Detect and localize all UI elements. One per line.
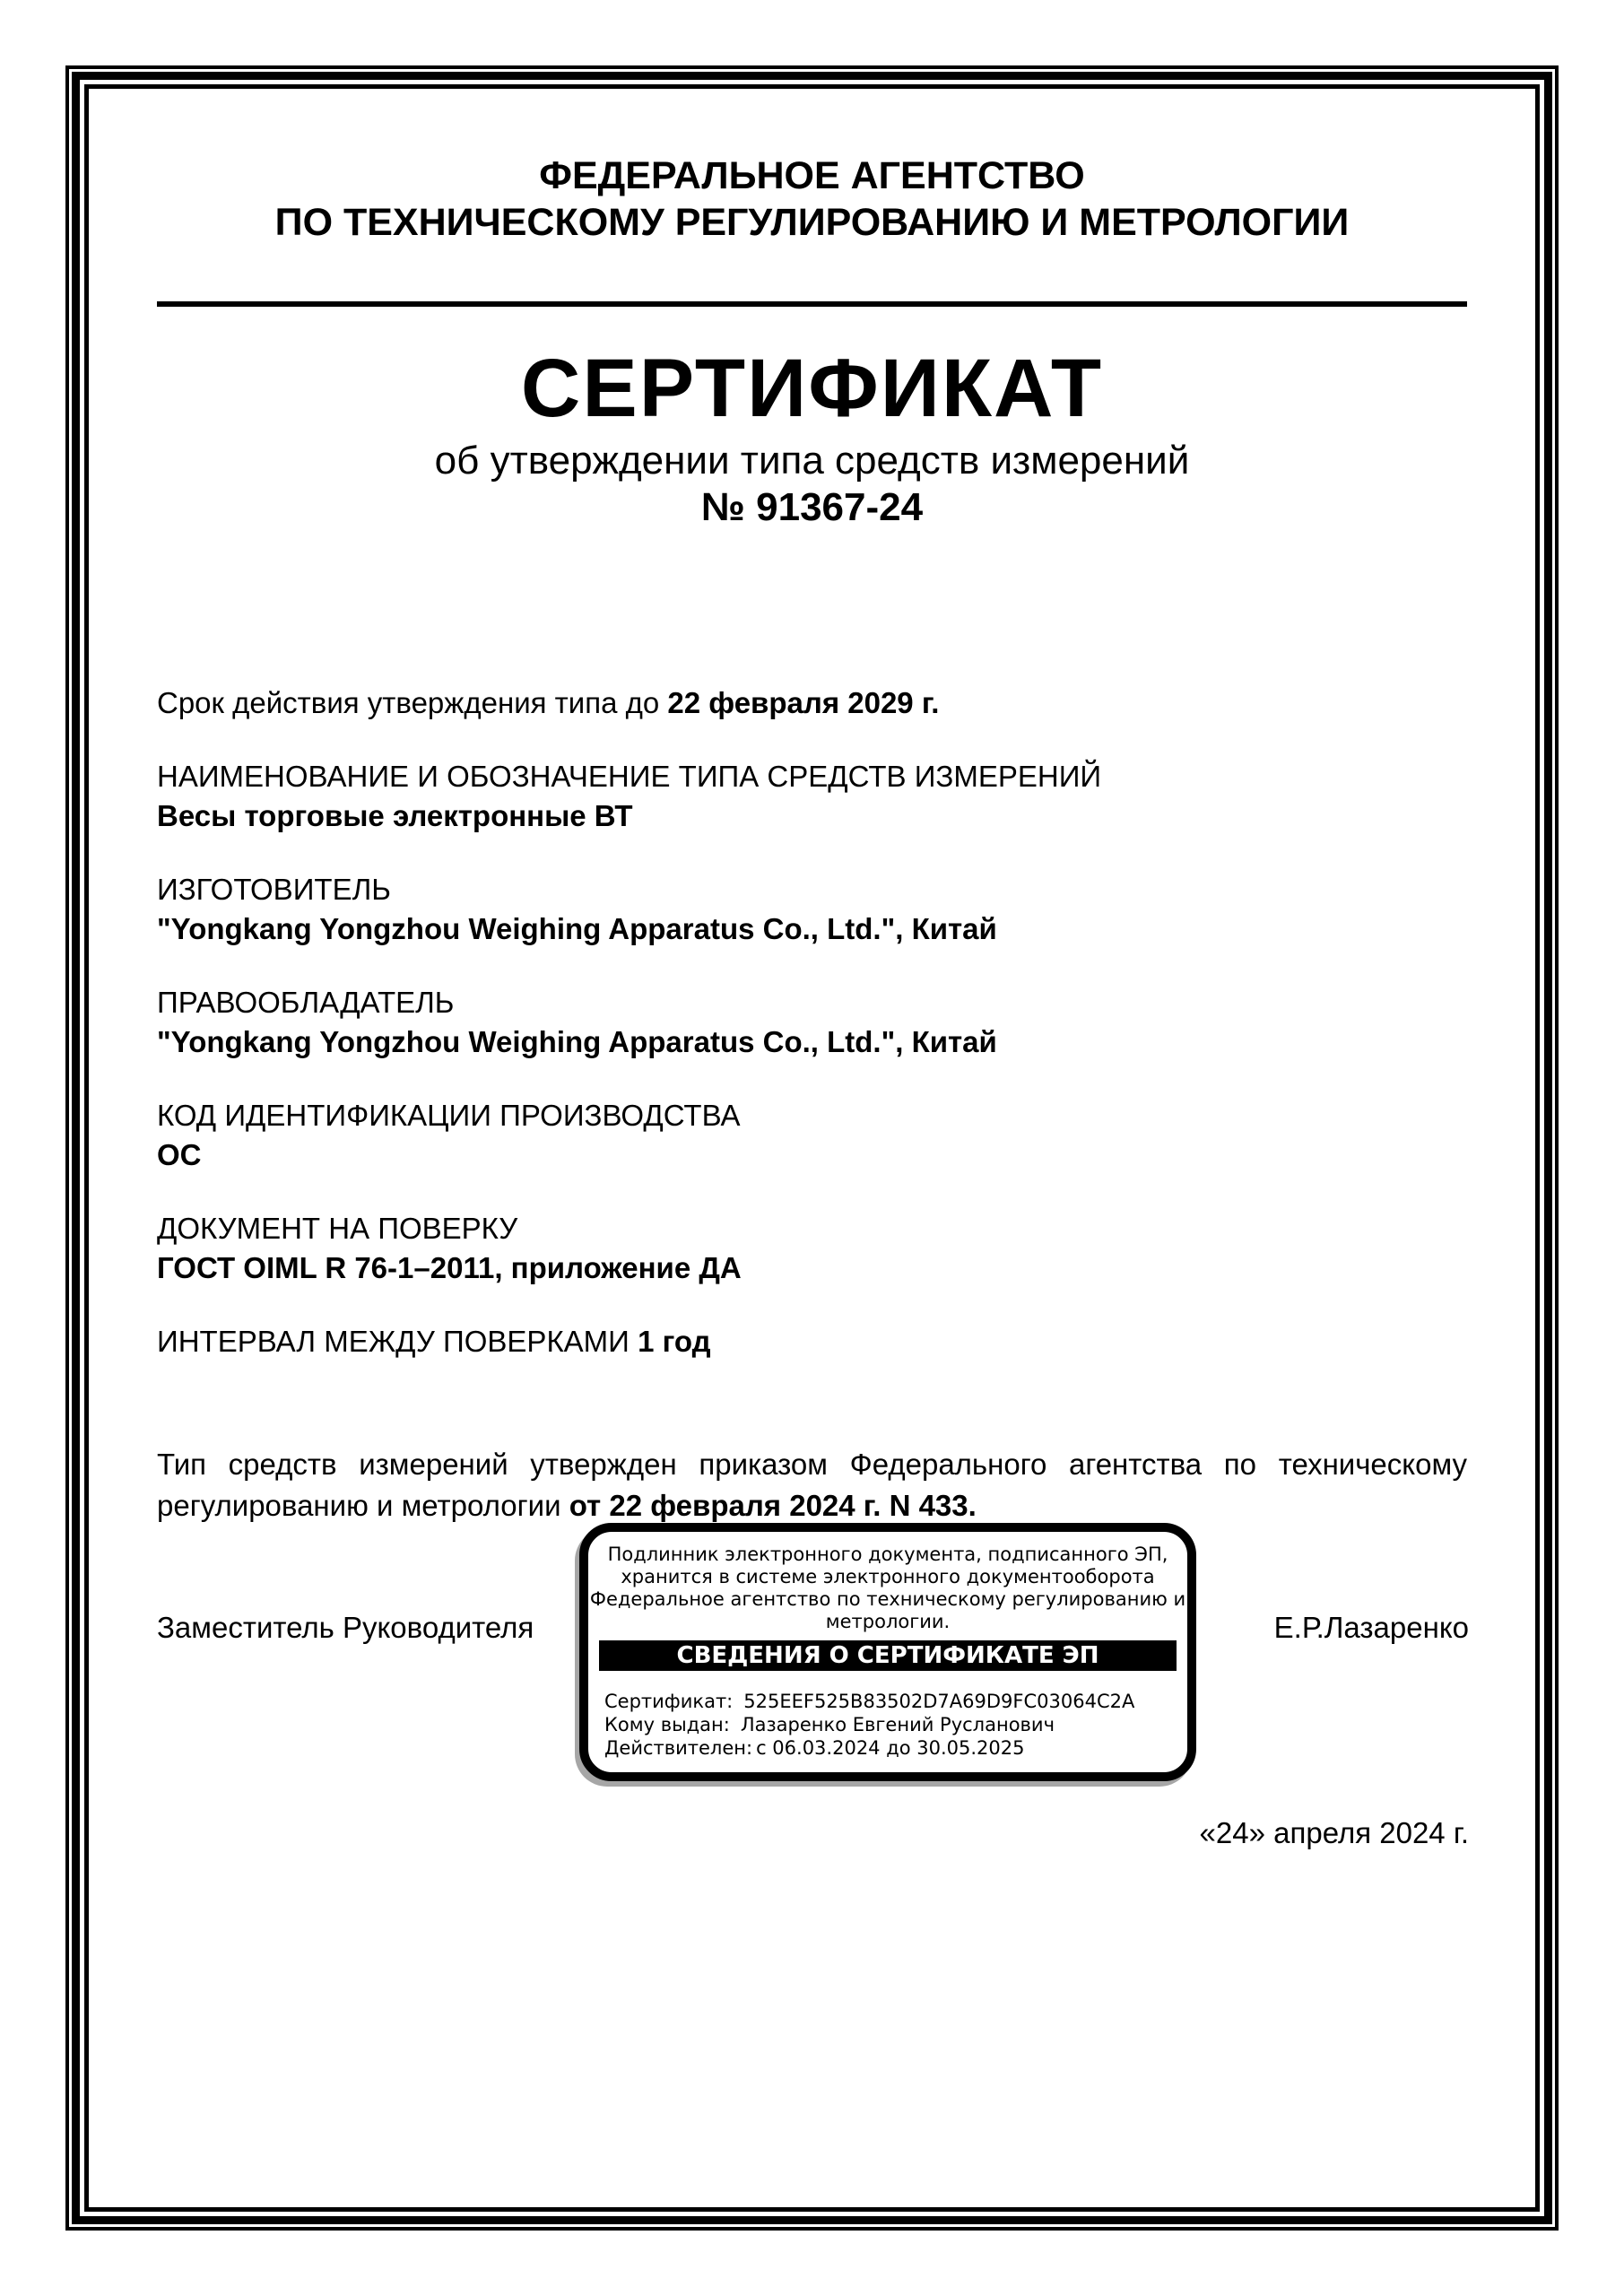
title-block bbox=[157, 343, 1467, 531]
field-verification-interval-label: ИНТЕРВАЛ МЕЖДУ ПОВЕРКАМИ bbox=[157, 1325, 630, 1358]
field-validity-value: 22 февраля 2029 г. bbox=[667, 686, 940, 719]
stamp-issued-to-label: Кому выдан: bbox=[604, 1714, 730, 1735]
fields-list bbox=[157, 683, 1467, 1361]
field-validity-label: Срок действия утверждения типа до bbox=[157, 686, 660, 719]
stamp-valid-row bbox=[604, 1736, 1175, 1760]
stamp-description-line3: Федеральное агентство по техническому регулированию и bbox=[589, 1588, 1186, 1610]
stamp-description-line2: хранится в системе электронного документооборота bbox=[621, 1566, 1155, 1587]
agency-name-line1: ФЕДЕРАЛЬНОЕ АГЕНТСТВО bbox=[539, 154, 1085, 197]
document-content bbox=[89, 89, 1535, 2207]
approval-paragraph-order: от 22 февраля 2024 г. N 433. bbox=[569, 1489, 977, 1522]
field-rightsholder-value: "Yongkang Yongzhou Weighing Apparatus Co., Ltd.", Китай bbox=[157, 1025, 997, 1058]
field-verification-document-label: ДОКУМЕНТ НА ПОВЕРКУ bbox=[157, 1212, 518, 1245]
field-manufacturer bbox=[157, 870, 1467, 949]
agency-name-line2: ПО ТЕХНИЧЕСКОМУ РЕГУЛИРОВАНИЮ И МЕТРОЛОГИИ bbox=[274, 201, 1350, 244]
approval-paragraph bbox=[157, 1444, 1467, 1526]
signatory-position: Заместитель Руководителя bbox=[157, 1611, 534, 1644]
certificate-subtitle: об утверждении типа средств измерений bbox=[434, 439, 1190, 483]
signature-date: «24» апреля 2024 г. bbox=[1199, 1816, 1469, 1849]
field-production-code-value: ОС bbox=[157, 1138, 202, 1171]
field-verification-interval-value: 1 год bbox=[638, 1325, 711, 1358]
field-verification-document-value: ГОСТ OIML R 76-1–2011, приложение ДА bbox=[157, 1251, 742, 1284]
stamp-certificate-value: 525EEF525B83502D7A69D9FC03064C2A bbox=[743, 1691, 1135, 1712]
stamp-banner: СВЕДЕНИЯ О СЕРТИФИКАТЕ ЭП bbox=[599, 1640, 1177, 1671]
header-rule bbox=[157, 301, 1467, 307]
field-rightsholder-label: ПРАВООБЛАДАТЕЛЬ bbox=[157, 986, 455, 1019]
stamp-valid-label: Действителен: bbox=[604, 1737, 753, 1759]
field-rightsholder bbox=[157, 983, 1467, 1062]
stamp-description-line4: метрологии. bbox=[825, 1611, 951, 1632]
field-verification-interval bbox=[157, 1322, 1467, 1361]
field-manufacturer-value: "Yongkang Yongzhou Weighing Apparatus Co., Ltd.", Китай bbox=[157, 912, 997, 945]
stamp-issued-to-row bbox=[604, 1713, 1175, 1736]
approval-paragraph-text: Тип средств измерений утвержден приказом Федерального агентства по техническому регулированию и метрологии bbox=[157, 1448, 1467, 1522]
field-type-name bbox=[157, 757, 1467, 836]
stamp-description-line1: Подлинник электронного документа, подписанного ЭП, bbox=[607, 1544, 1168, 1565]
stamp-certificate-row bbox=[604, 1690, 1175, 1713]
field-type-name-label: НАИМЕНОВАНИЕ И ОБОЗНАЧЕНИЕ ТИПА СРЕДСТВ ИЗМЕРЕНИЙ bbox=[157, 760, 1102, 793]
field-production-code bbox=[157, 1096, 1467, 1175]
field-validity bbox=[157, 683, 1467, 723]
certificate-title: СЕРТИФИКАТ bbox=[520, 343, 1104, 434]
stamp-certificate-label: Сертификат: bbox=[604, 1691, 734, 1712]
signatory-name: Е.Р.Лазаренко bbox=[1273, 1611, 1469, 1644]
field-manufacturer-label: ИЗГОТОВИТЕЛЬ bbox=[157, 873, 391, 906]
certificate-number: № 91367-24 bbox=[700, 485, 924, 529]
stamp-valid-value: с 06.03.2024 до 30.05.2025 bbox=[756, 1737, 1025, 1759]
field-type-name-value: Весы торговые электронные ВТ bbox=[157, 799, 633, 832]
field-production-code-label: КОД ИДЕНТИФИКАЦИИ ПРОИЗВОДСТВА bbox=[157, 1099, 741, 1132]
field-verification-document bbox=[157, 1209, 1467, 1288]
e-signature-stamp bbox=[579, 1523, 1196, 1781]
stamp-issued-to-value: Лазаренко Евгений Русланович bbox=[740, 1714, 1055, 1735]
stamp-description bbox=[588, 1544, 1187, 1633]
stamp-details bbox=[604, 1690, 1175, 1760]
agency-name bbox=[157, 152, 1467, 246]
